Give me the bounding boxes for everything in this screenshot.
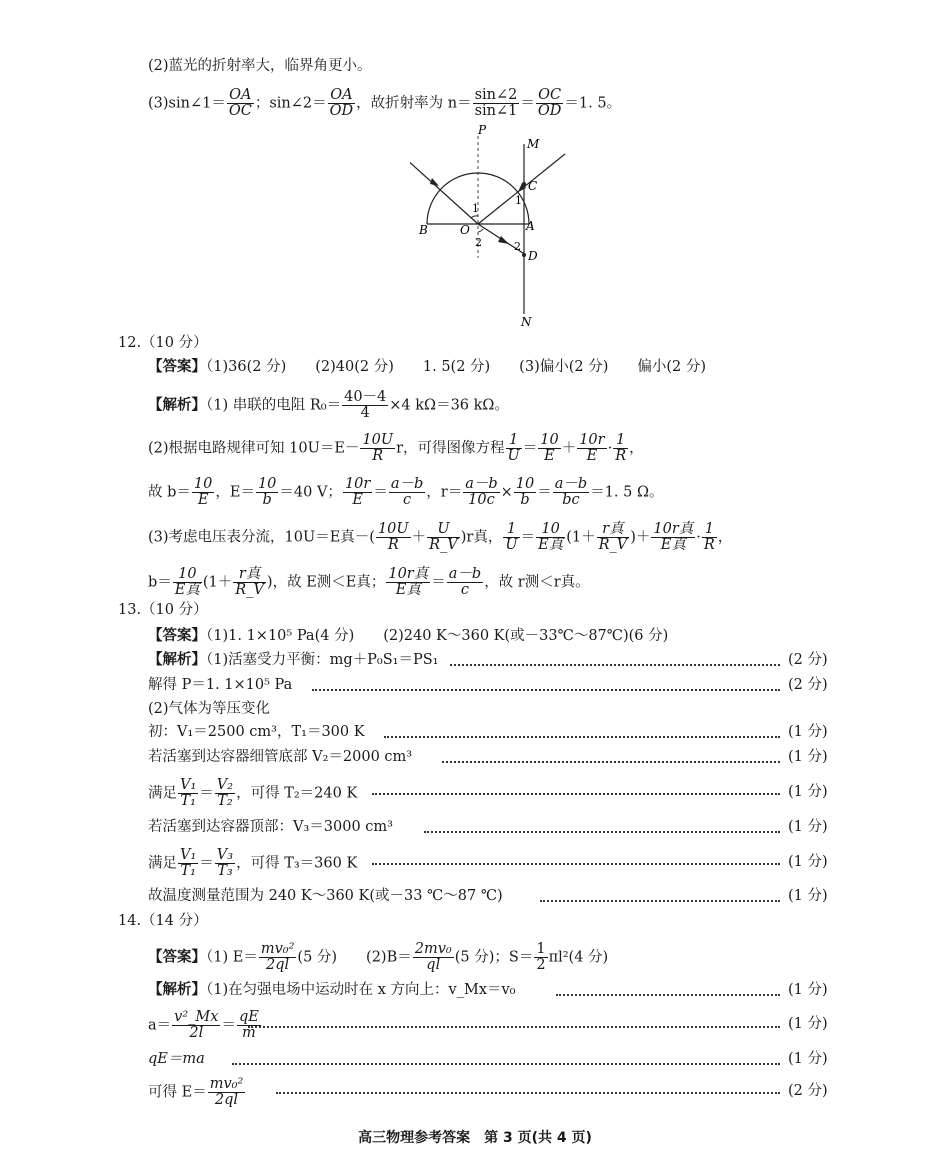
s12-heading: 12.（10 分） [118,335,208,351]
score: (1 分) [788,784,828,800]
angle-arc [478,229,483,232]
s13-row-2: 解得 P＝1. 1×10⁵ Pa [148,677,293,693]
s13-heading: 13.（10 分） [118,602,208,618]
arrow-icon [430,178,439,186]
score: (1 分) [788,982,828,998]
fraction: $\frac{10r}{E}$ [579,432,605,464]
dot-leader [442,761,780,763]
fraction: $\frac{10}{b}$ [515,476,535,508]
fraction: $\frac{1}{U}$ [505,521,518,553]
s11-line-3: (3)sin∠1＝ $\frac{OA}{OC}$ ；sin∠2＝ $\frac{OA}{OD}$ ，故折射率为 n＝ $\frac{\sin\angle 2}{\sin\angle 1}$ ＝ $\frac{OC}{OD}$ ＝1. 5。 [148,87,622,119]
score: (1 分) [788,1016,828,1032]
fraction: $\frac{10}{b}$ [257,476,277,508]
label-a: A [526,219,535,233]
fraction: 10 E真 [538,521,564,553]
fraction: $\frac{qE}{m}$ [238,1009,259,1041]
fraction: $\frac{1}{R}$ [615,432,627,464]
s13-answer [148,626,668,646]
score: (1 分) [788,854,828,870]
fraction: $\frac{\text{V₁}}{\text{T₁}}$ [180,847,197,879]
fraction: $\frac{40-4}{4}$ [344,389,387,421]
point-d-dot [522,253,526,257]
score: (2 分) [788,677,828,693]
s12-analysis-5: b＝ 10 E真 (1＋ r真 R_V )，故 E测＜E真； 10r真 E真 ＝ $\frac{a-b}{c}$ ，故 r测＜r真。 [148,566,590,598]
s11-l3-e: ＝1. 5。 [564,95,622,112]
score: (1 分) [788,724,828,740]
fraction: $\frac{\text{V₃}}{\text{T₃}}$ [216,847,234,879]
fraction: $\frac{\text{mv₀²}}{2ql}$ [209,1076,244,1108]
s13-row-7: 若活塞到达容器顶部：V₃＝3000 cm³ [148,819,393,835]
label-b: B [419,223,428,237]
dot-leader [556,994,780,996]
fraction: $\frac{a-b}{bc}$ [554,476,588,508]
page-footer: 高三物理参考答案 第 3 页(共 4 页) [358,1130,592,1146]
fraction: $\frac{OC}{OD}$ [537,87,562,119]
s11-l3-b: ；sin∠2＝ [254,95,327,112]
dot-leader [312,689,780,691]
dot-leader [232,1063,780,1065]
label-angle-1-center: 1 [472,202,479,215]
fraction: $\frac{\text{V₁}}{\text{T₁}}$ [180,777,197,809]
fraction: $\frac{\sin\angle 2}{\sin\angle 1}$ [474,87,518,119]
fraction: $\frac{U}{R\_V}$ [429,521,458,553]
s14-row-4: 可得 E＝ $\frac{\text{mv₀²}}{2ql}$ [148,1076,244,1108]
answer-tag: 【答案】 [148,627,206,644]
fraction: $\frac{a-b}{10c}$ [465,476,498,508]
label-p: P [478,123,487,137]
dot-leader [424,831,780,833]
arrow-icon [498,236,509,244]
s12-answer-text: （1)36(2 分) (2)40(2 分) 1. 5(2 分) (3)偏小(2 分) 偏小(2 分) [206,359,707,375]
s13-row-1: 【解析】（1)活塞受力平衡：mg＋P₀S₁＝PS₁ [148,651,439,668]
label-c: C [528,179,538,193]
s11-l3-a: (3)sin∠1＝ [148,95,226,112]
s12-analysis-3: 故 b＝ $\frac{10}{E}$ ，E＝ $\frac{10}{b}$ ＝40 V； $\frac{10r}{E}$ ＝ $\frac{a-b}{c}$ ，r＝ $\frac{a-b}{10c}$ × $\frac{10}{b}$ ＝ $\frac{a-b}{bc}$ ＝1. 5 Ω。 [148,476,664,508]
s12-answer [148,357,706,377]
label-o: O [460,223,470,237]
fraction: 10 E真 [174,566,200,598]
fraction: 10r真 E真 [388,566,429,598]
dot-leader [372,863,780,865]
fraction: $\frac{\text{mv₀²}}{2ql}$ [260,941,295,973]
s11-l3-c: ，故折射率为 n＝ [356,95,472,112]
s12-analysis-2: (2)根据电路规律可知 10U＝E－ $\frac{10U}{R}$ r，可得图像方程 $\frac{1}{U}$ ＝ $\frac{10}{E}$ ＋ $\frac{10r}{E}$ · $\frac{1}{R}$ ， [148,432,644,464]
refraction-diagram [410,122,580,328]
fraction: $\frac{10}{E}$ [540,432,559,464]
dot-leader [540,900,780,902]
dot-leader [372,793,780,795]
fraction: $\frac{10}{E}$ [193,476,213,508]
s11-line-2: (2)蓝光的折射率大，临界角更小。 [148,58,372,74]
s14-answer: 【答案】（1) E＝ $\frac{\text{mv₀²}}{2ql}$ (5 分) (2)B＝ $\frac{\text{2mv₀}}{ql}$ (5 分)；S＝ $\frac{1}{2}$ πl²(4 分) [148,941,609,973]
fraction: $\frac{OA}{OC}$ [228,87,252,119]
s12-analysis-4: (3)考虑电压表分流，10U＝E真－( $\frac{10U}{R}$ ＋ $\frac{U}{R\_V}$ )r真， $\frac{1}{U}$ ＝ 10 E真 (1＋ r真 R_V )＋ 10r真 E真 · $\frac{1}{R}$ ， [148,521,733,553]
s13-answer-text: （1)1. 1×10⁵ Pa(4 分) (2)240 K～360 K(或－33℃～87℃)(6 分) [206,628,669,644]
s13-row-4: 初：V₁＝2500 cm³，T₁＝300 K [148,724,365,740]
score: (1 分) [788,749,828,765]
label-d: D [528,249,538,263]
s14-heading: 14.（14 分） [118,913,208,929]
dot-leader [276,1092,780,1094]
s13-row-6: 满足 $\frac{\text{V₁}}{\text{T₁}}$ ＝ $\frac{\text{V₂}}{\text{T₂}}$ ，可得 T₂＝240 K [148,777,358,809]
s14-row-3: qE＝ma [148,1051,205,1067]
dot-leader [450,664,780,666]
analysis-tag: 【解析】 [148,981,206,998]
fraction: r真 R_V [598,521,628,553]
label-angle-2-center: 2 [475,236,482,249]
fraction: 10r真 E真 [653,521,694,553]
fraction: $\frac{1}{2}$ [536,941,546,973]
fraction: $\frac{OA}{OD}$ [329,87,354,119]
s14-row-1: 【解析】（1)在匀强电场中运动时在 x 方向上：v_Mx＝v₀ [148,981,516,998]
analysis-tag: 【解析】 [148,396,206,414]
fraction: $\frac{a-b}{c}$ [390,476,424,508]
s13-row-9: 故温度测量范围为 240 K～360 K(或－33 ℃～87 ℃) [148,888,503,904]
angle-arc [471,216,478,218]
score: (1 分) [788,888,828,904]
score: (1 分) [788,1051,828,1067]
fraction: $\frac{10U}{R}$ [377,521,409,553]
score: (2 分) [788,1083,828,1099]
label-angle-2-right: 2 [514,240,521,253]
s13-row-8: 满足 $\frac{\text{V₁}}{\text{T₁}}$ ＝ $\frac{\text{V₃}}{\text{T₃}}$ ，可得 T₃＝360 K [148,847,358,879]
fraction: $\frac{10r}{E}$ [344,476,371,508]
score: (1 分) [788,819,828,835]
fraction: $\frac{10U}{R}$ [362,432,394,464]
analysis-tag: 【解析】 [148,651,206,668]
score: (2 分) [788,652,828,668]
fraction: r真 R_V [235,566,264,598]
dot-leader [248,1026,780,1028]
label-angle-1-right: 1 [515,194,522,207]
fraction: $\frac{\text{V₂}}{\text{T₂}}$ [216,777,234,809]
fraction: $\frac{a-b}{c}$ [448,566,482,598]
fraction: $\frac{\text{v²\_Mx}}{2l}$ [174,1009,219,1041]
fraction: $\frac{\text{2mv₀}}{ql}$ [414,941,452,973]
point-c-dot [522,182,526,186]
s13-row-3: (2)气体为等压变化 [148,701,271,717]
answer-tag: 【答案】 [148,948,206,966]
incident-ray [410,159,478,224]
label-m: M [527,137,540,151]
label-n: N [521,315,532,328]
s12-analysis-1: 【解析】（1) 串联的电阻 R₀＝ $\frac{40-4}{4}$ ×4 kΩ＝36 kΩ。 [148,389,509,421]
s13-row-5: 若活塞到达容器细管底部 V₂＝2000 cm³ [148,749,413,765]
fraction: $\frac{1}{U}$ [507,432,520,464]
dot-leader [384,736,780,738]
s14-row-2: a＝ $\frac{\text{v²\_Mx}}{2l}$ ＝ $\frac{qE}{m}$ [148,1009,259,1041]
fraction: $\frac{1}{R}$ [703,521,715,553]
answer-tag: 【答案】 [148,358,206,375]
